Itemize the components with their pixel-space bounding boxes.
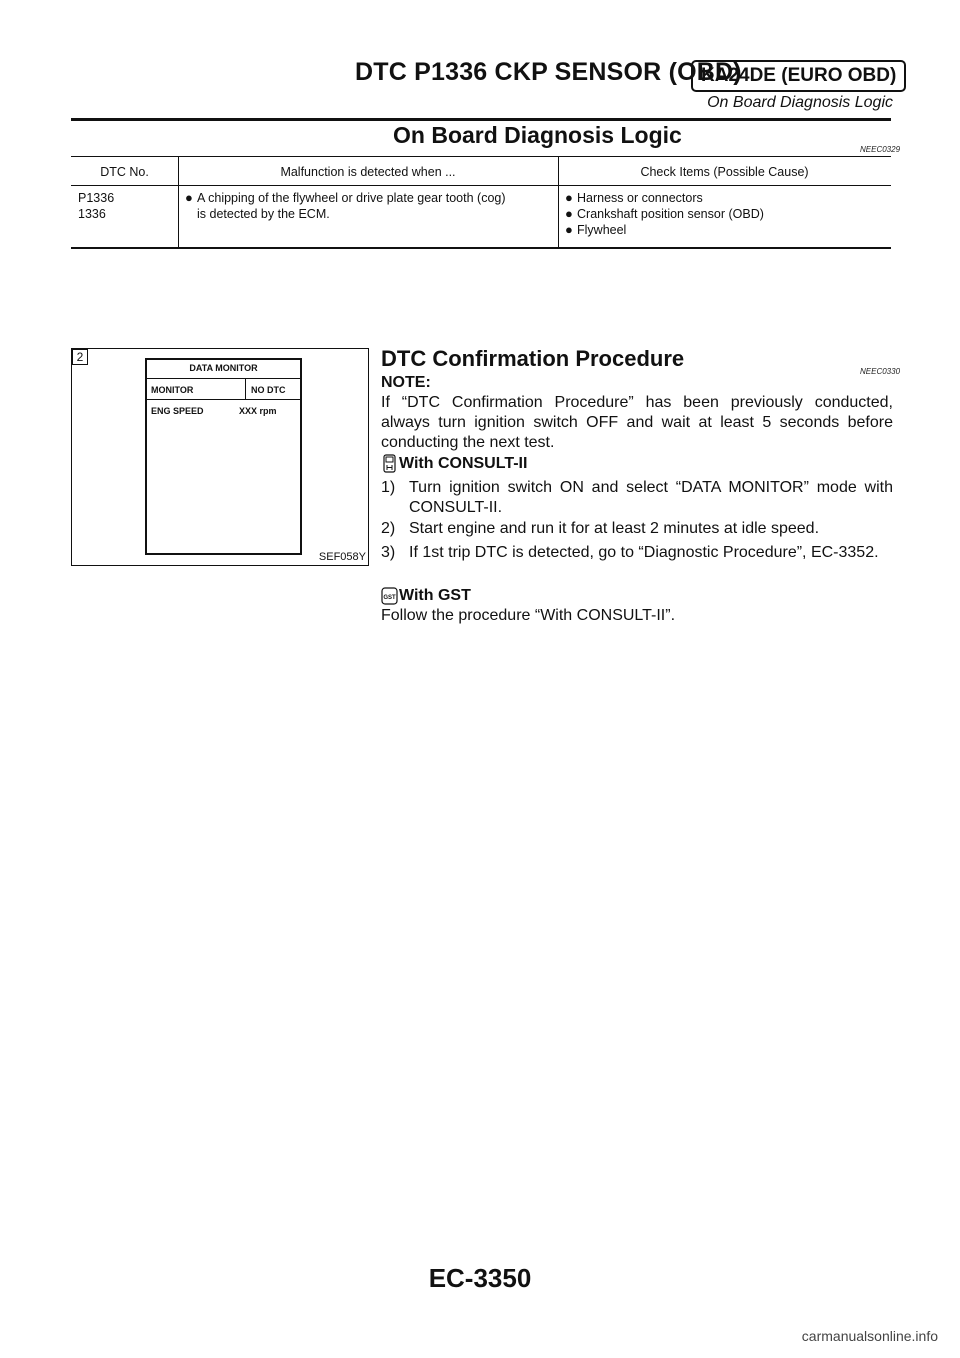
table-header-dtc: DTC No. — [100, 165, 149, 179]
screen-divider — [147, 399, 300, 400]
screen-col-monitor: MONITOR — [151, 385, 194, 395]
bullet-icon: ● — [565, 222, 573, 237]
section-heading-confirmation: DTC Confirmation Procedure — [381, 346, 685, 371]
consult-screen — [145, 358, 302, 555]
check-item: Crankshaft position sensor (OBD) — [577, 207, 764, 221]
table-cell-check-items — [565, 190, 885, 238]
table-header-check-items: Check Items (Possible Cause) — [640, 165, 809, 179]
section-code: NEEC0329 — [860, 145, 901, 154]
step-number: 2) — [381, 520, 396, 537]
page-number: EC-3350 — [428, 1263, 532, 1293]
dtc-code: 1336 — [78, 207, 106, 221]
subsection-label: On Board Diagnosis Logic — [707, 94, 893, 111]
screen-col-no-dtc: NO DTC — [251, 385, 286, 395]
consult-icon — [381, 454, 398, 474]
table-header-row — [71, 157, 891, 185]
screen-divider — [245, 378, 246, 399]
figure-number: 2 — [72, 349, 88, 365]
step-text: If 1st trip DTC is detected, go to “Diagnostic Procedure”, EC-3352. — [409, 544, 879, 561]
figure-code: SEF058Y — [318, 551, 366, 563]
consult-label: With CONSULT-II — [399, 455, 528, 472]
gst-icon — [381, 586, 398, 606]
bullet-icon: ● — [565, 206, 573, 221]
engine-label-box: KA24DE (EURO OBD) — [691, 60, 906, 92]
note-label: NOTE: — [381, 374, 431, 391]
screen-item-value: XXX rpm — [239, 406, 277, 416]
watermark: carmanualsonline.info — [801, 1328, 938, 1344]
bullet-icon: ● — [565, 190, 573, 205]
table-column-divider — [178, 157, 179, 248]
consult-mode-line — [381, 454, 527, 474]
page-title: DTC P1336 CKP SENSOR (OBD) — [355, 58, 742, 86]
procedure-step — [381, 478, 893, 518]
malfunction-text: is detected by the ECM. — [197, 207, 330, 221]
header-rule — [71, 118, 891, 121]
step-number: 1) — [381, 479, 396, 496]
screen-divider — [147, 378, 300, 379]
section-heading-obd-logic: On Board Diagnosis Logic — [393, 122, 682, 148]
table-cell-dtc — [78, 190, 114, 222]
gst-icon-text: GST — [383, 595, 396, 601]
data-monitor-figure — [71, 348, 369, 566]
section-code: NEEC0330 — [860, 367, 901, 376]
screen-title: DATA MONITOR — [189, 363, 258, 373]
table-column-divider — [558, 157, 559, 248]
gst-mode-line — [381, 586, 471, 606]
table-header-malfunction: Malfunction is detected when ... — [280, 165, 456, 179]
table-bottom-rule — [71, 247, 891, 249]
gst-label: With GST — [399, 587, 471, 604]
note-text: If “DTC Confirmation Procedure” has been previously conducted, always turn ignition switch OFF and wait at least 5 seconds before conducting the next test. — [381, 394, 893, 451]
table-header-rule — [71, 185, 891, 186]
step-number: 3) — [381, 544, 396, 561]
malfunction-text: A chipping of the flywheel or drive plate gear tooth (cog) — [197, 191, 506, 205]
check-item: Flywheel — [577, 223, 627, 237]
procedure-step — [381, 519, 893, 539]
bullet-icon: ● — [185, 190, 193, 205]
table-cell-malfunction — [185, 190, 553, 222]
gst-text: Follow the procedure “With CONSULT-II”. — [381, 607, 676, 624]
check-item: Harness or connectors — [577, 191, 703, 205]
step-text: Start engine and run it for at least 2 minutes at idle speed. — [409, 520, 820, 537]
dtc-code: P1336 — [78, 191, 115, 205]
procedure-step — [381, 543, 893, 563]
screen-item-eng-speed: ENG SPEED — [151, 406, 204, 416]
step-text: Turn ignition switch ON and select “DATA MONITOR” mode with CONSULT-II. — [409, 479, 893, 516]
